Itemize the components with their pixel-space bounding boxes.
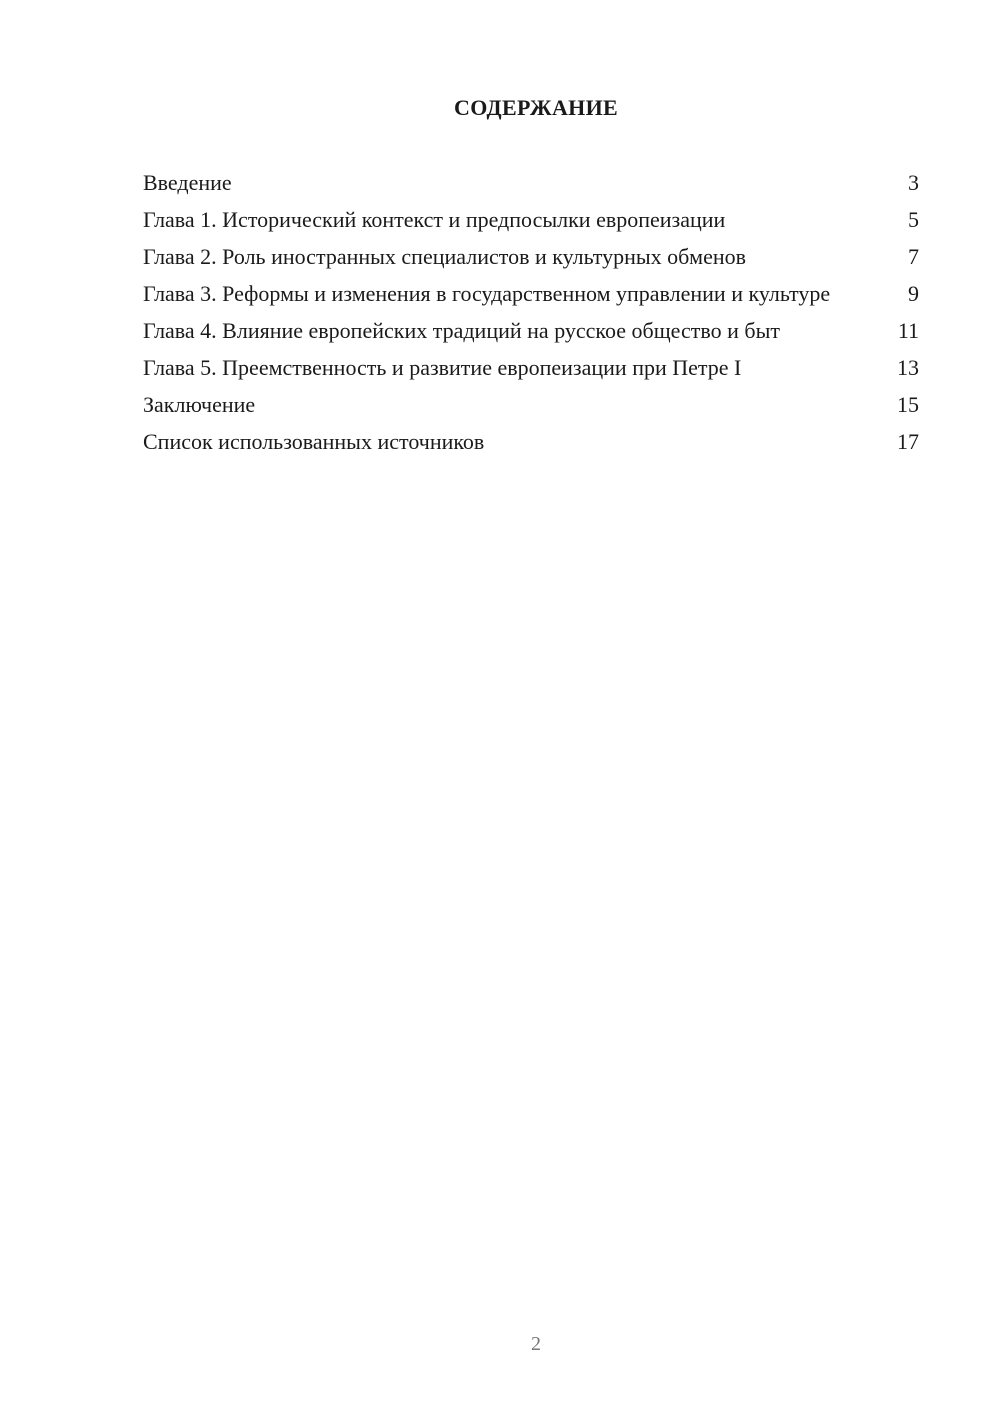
toc-entry-chapter-1[interactable] <box>143 207 919 233</box>
toc-entry-label: Заключение <box>143 392 256 417</box>
toc-entry-page: 5 <box>908 207 919 232</box>
table-of-contents <box>143 170 919 466</box>
toc-entry-label: Введение <box>143 170 232 195</box>
toc-entry-conclusion[interactable] <box>143 392 919 418</box>
page-number: 2 <box>531 1333 541 1355</box>
toc-entry-page: 11 <box>897 318 919 343</box>
toc-entry-label: Глава 1. Исторический контекст и предпосылки европеизации <box>143 207 726 232</box>
toc-entry-label: Глава 2. Роль иностранных специалистов и культурных обменов <box>143 244 747 269</box>
toc-entry-page: 13 <box>897 355 919 380</box>
toc-entry-page: 7 <box>908 244 919 269</box>
toc-entry-label: Глава 4. Влияние европейских традиций на русское общество и быт <box>143 318 780 343</box>
toc-entry-chapter-4[interactable] <box>143 318 919 344</box>
toc-entry-chapter-2[interactable] <box>143 244 919 270</box>
toc-entry-page: 9 <box>908 281 919 306</box>
toc-entry-label: Глава 5. Преемственность и развитие европеизации при Петре I <box>143 355 742 380</box>
toc-entry-chapter-3[interactable] <box>143 281 919 307</box>
toc-entry-label: Глава 3. Реформы и изменения в государственном управлении и культуре <box>143 281 831 306</box>
toc-entry-chapter-5[interactable] <box>143 355 919 381</box>
toc-entry-page: 17 <box>897 429 919 454</box>
toc-entry-page: 15 <box>897 392 919 417</box>
toc-entry-label: Список использованных источников <box>143 429 485 454</box>
toc-entry-references[interactable] <box>143 429 919 455</box>
page-title: СОДЕРЖАНИЕ <box>454 95 618 120</box>
toc-entry-page: 3 <box>908 170 919 195</box>
toc-entry-introduction[interactable] <box>143 170 919 196</box>
